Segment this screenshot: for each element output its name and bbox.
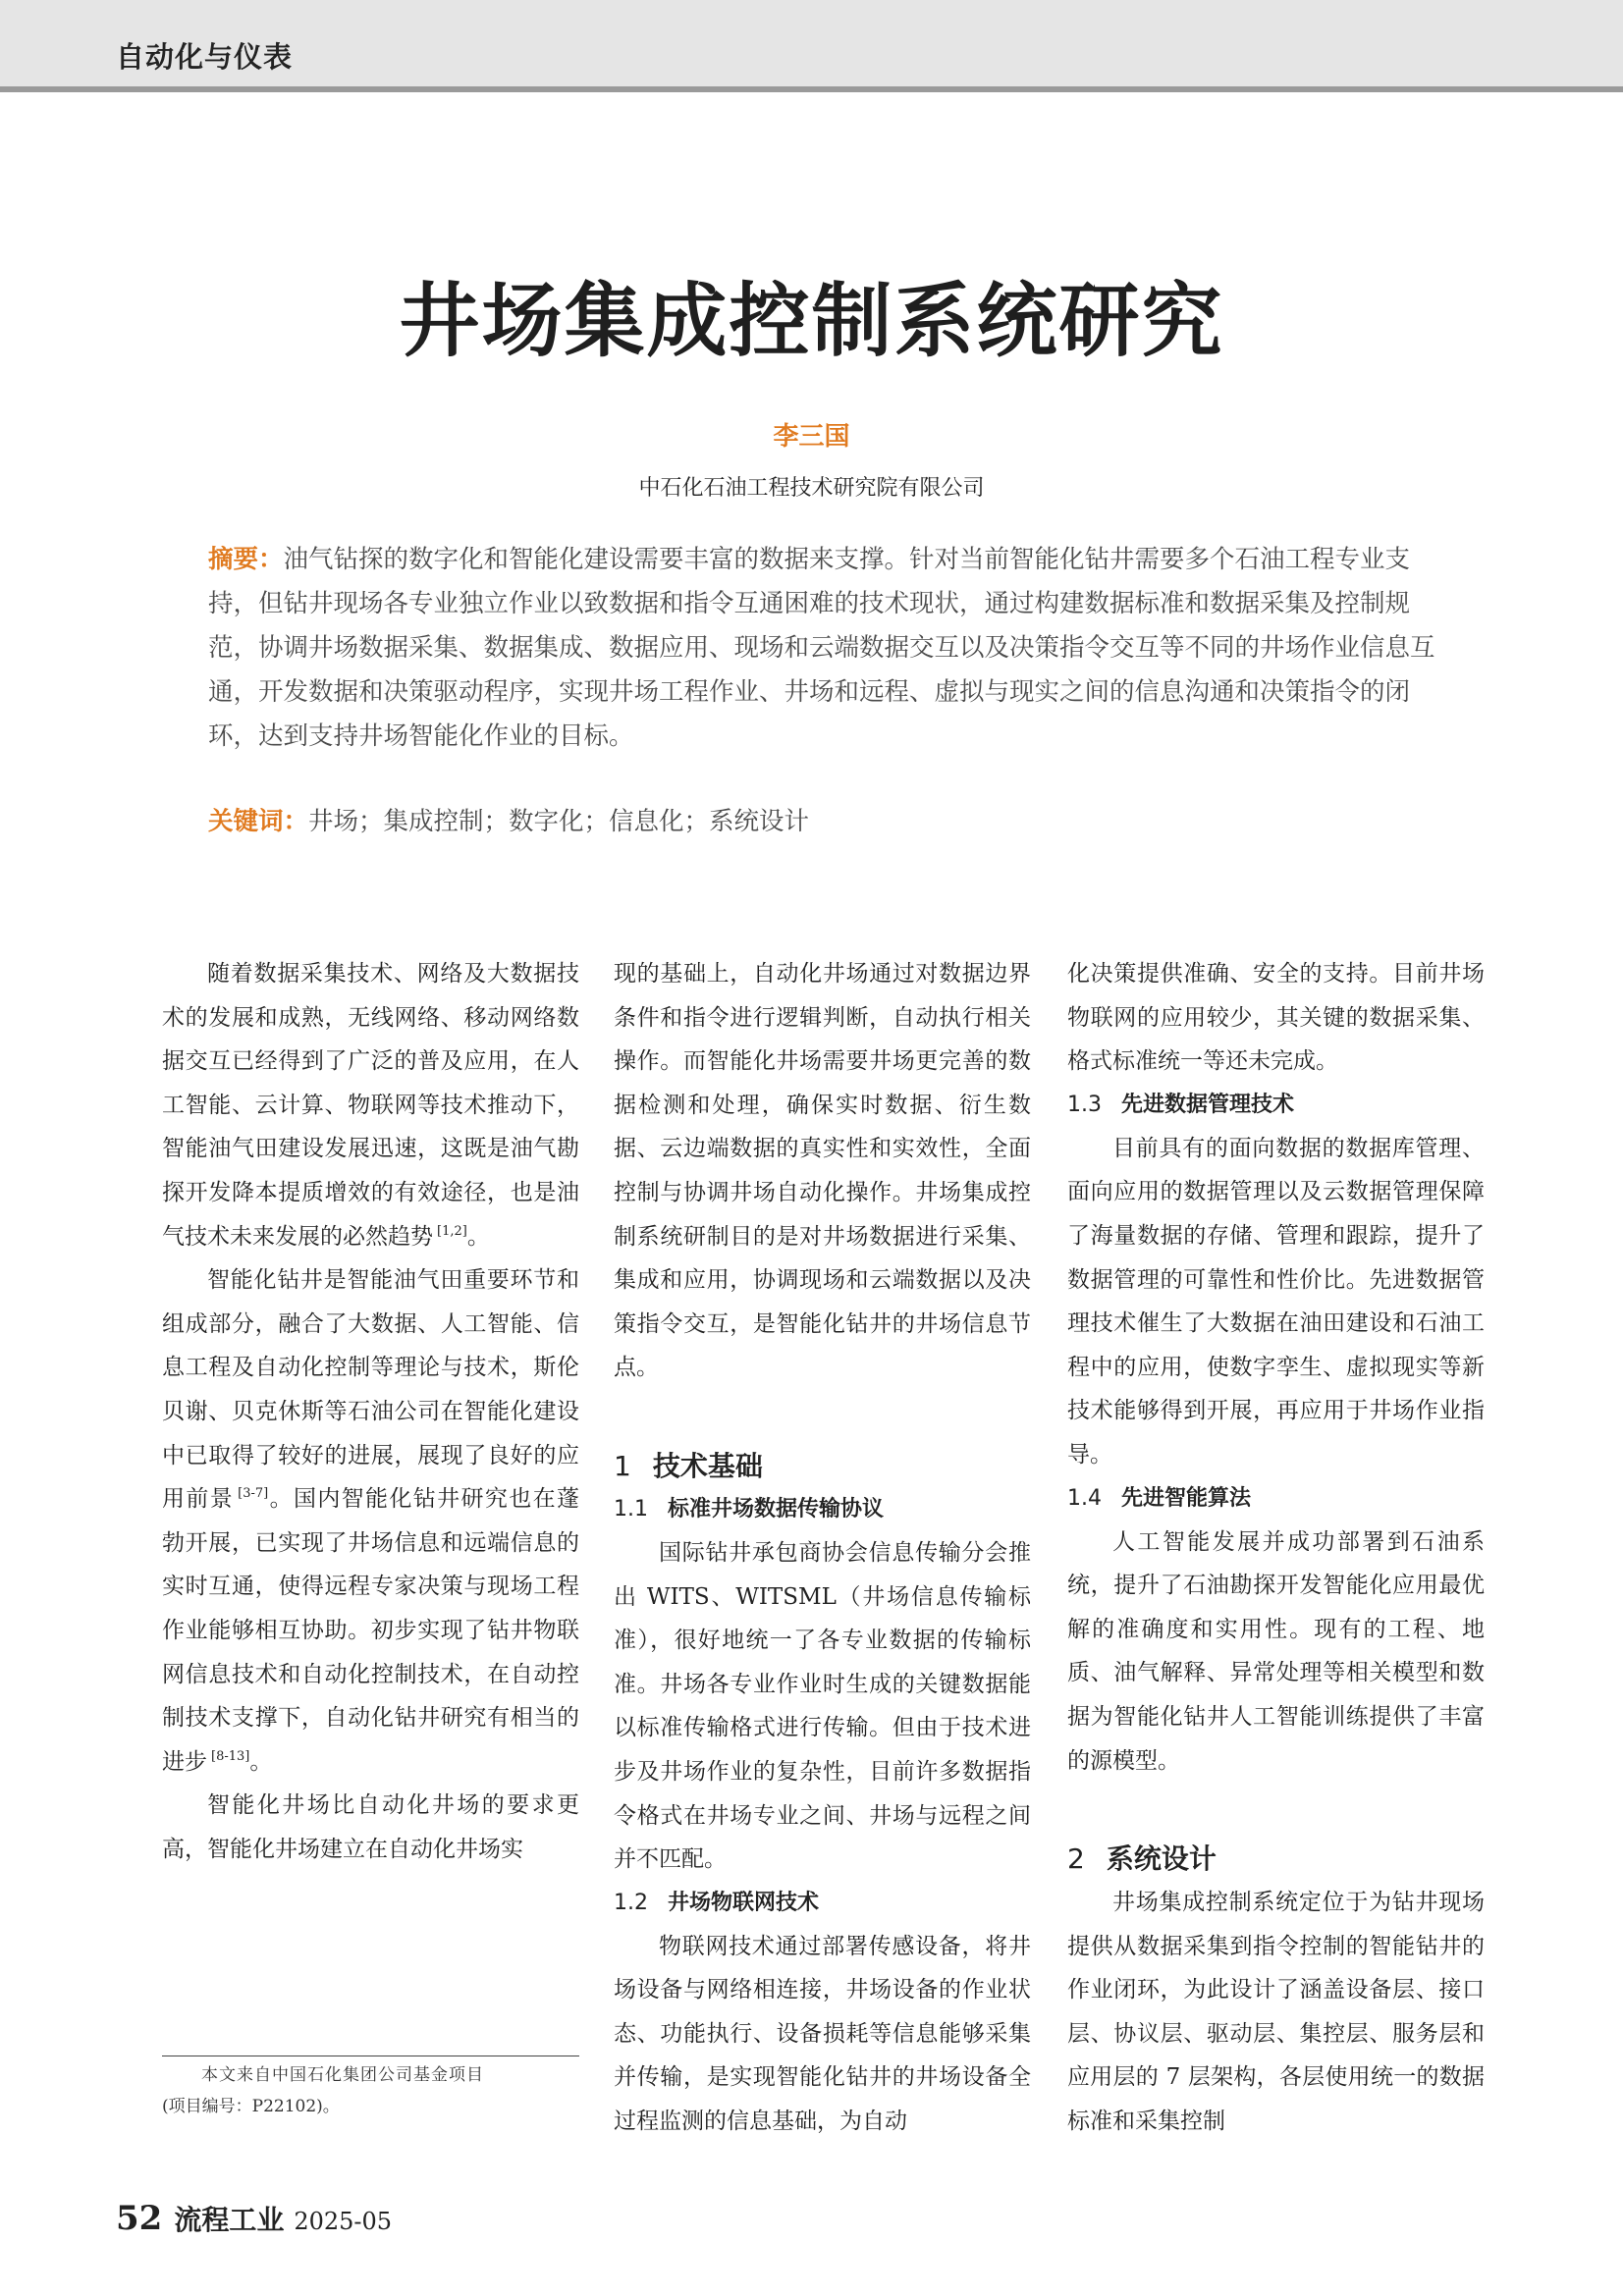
journal-section-title: 自动化与仪表 bbox=[116, 40, 294, 74]
page-number: 52 bbox=[116, 2199, 163, 2238]
journal-name: 流程工业 bbox=[174, 2204, 285, 2236]
footnote-line: (项目编号：P22102)。 bbox=[162, 2097, 340, 2116]
header-band bbox=[0, 0, 1623, 92]
paragraph-text: 。国内智能化钻井研究也在蓬勃开展，已实现了井场信息和远端信息的实时互通，使得远程专家决策与现场工程作业能够相互协助。初步实现了钻井物联网信息技术和自动化控制技术，在自动控制技术支撑下，自动化钻井研究有相当的进步 bbox=[162, 1486, 580, 1775]
paragraph: 物联网技术通过部署传感设备，将井场设备与网络相连接，井场设备的作业状态、功能执行、设备损耗等信息能够采集并传输，是实现智能化钻井的井场设备全过程监测的信息基础，为自动 bbox=[614, 1933, 1031, 2135]
keywords bbox=[208, 800, 1447, 844]
paragraph: 国际钻井承包商协会信息传输分会推出 WITS、WITSML（井场信息传输标准），很好地统一了各专业数据的传输标准。井场各专业作业时生成的关键数据能以标准传输格式进行传输。但由于技术进步及井场作业的复杂性，目前许多数据指令格式在井场专业之间、井场与远程之间并不匹配。 bbox=[614, 1539, 1031, 1873]
subsection-title: 井场物联网技术 bbox=[668, 1890, 820, 1915]
column-2 bbox=[614, 952, 1031, 2144]
paragraph-text: 智能化钻井是智能油气田重要环节和组成部分，融合了大数据、人工智能、信息工程及自动化控制等理论与技术，斯伦贝谢、贝克休斯等石油公司在智能化建设中已取得了较好的进展，展现了良好的应用前景 bbox=[162, 1267, 579, 1513]
paragraph-text: 。 bbox=[466, 1223, 490, 1250]
section-title: 技术基础 bbox=[652, 1449, 763, 1482]
abstract bbox=[208, 538, 1447, 759]
section-heading bbox=[1067, 1838, 1485, 1881]
paragraph: 人工智能发展并成功部署到石油系统，提升了石油勘探开发智能化应用最优解的准确度和实用性。现有的工程、地质、油气解释、异常处理等相关模型和数据为智能化钻井人工智能训练提供了丰富的源模型。 bbox=[1067, 1528, 1485, 1774]
abstract-text: 油气钻探的数字化和智能化建设需要丰富的数据来支撑。针对当前智能化钻井需要多个石油工程专业支持，但钻井现场各专业独立作业以致数据和指令互通困难的技术现状，通过构建数据标准和数据采集及控制规范，协调井场数据采集、数据集成、数据应用、现场和云端数据交互以及决策指令交互等不同的井场作业信息互通，开发数据和决策驱动程序，实现井场工程作业、井场和远程、虚拟与现实之间的信息沟通和决策指令的闭环，达到支持井场智能化作业的目标。 bbox=[208, 545, 1435, 751]
paragraph: 智能化井场比自动化井场的要求更高，智能化井场建立在自动化井场实 bbox=[162, 1792, 579, 1862]
abstract-label: 摘要： bbox=[208, 545, 284, 574]
keywords-label: 关键词： bbox=[208, 807, 309, 836]
subsection-heading bbox=[614, 1882, 1031, 1925]
page-footer bbox=[116, 2199, 392, 2238]
keywords-text: 井场；集成控制；数字化；信息化；系统设计 bbox=[308, 807, 810, 836]
paragraph: 井场集成控制系统定位于为钻井现场提供从数据采集到指令控制的智能钻井的作业闭环，为此设计了涵盖设备层、接口层、协议层、驱动层、集控层、服务层和应用层的 7 层架构，各层使用统一的数据标准和采集控制 bbox=[1067, 1890, 1485, 2135]
author: 李三国 bbox=[773, 422, 850, 452]
affiliation: 中石化石油工程技术研究院有限公司 bbox=[638, 476, 985, 501]
column-1 bbox=[162, 952, 579, 1871]
subsection-heading bbox=[1067, 1477, 1485, 1521]
paragraph: 目前具有的面向数据的数据库管理、面向应用的数据管理以及云数据管理保障了海量数据的存储、管理和跟踪，提升了数据管理的可靠性和性价比。先进数据管理技术催生了大数据在油田建设和石油工程中的应用，使数字孪生、虚拟现实等新技术能够得到开展，再应用于井场作业指导。 bbox=[1067, 1135, 1485, 1468]
citation: [8-13] bbox=[211, 1749, 250, 1765]
paragraph bbox=[162, 952, 579, 1258]
footnote bbox=[162, 2059, 579, 2122]
paragraph-text: 。 bbox=[249, 1748, 273, 1775]
subsection-title: 标准井场数据传输协议 bbox=[668, 1496, 885, 1522]
section-number: 2 bbox=[1067, 1842, 1085, 1876]
paragraph: 现的基础上，自动化井场通过对数据边界条件和指令进行逻辑判断，自动执行相关操作。而智能化井场需要井场更完善的数据检测和处理，确保实时数据、衍生数据、云边端数据的真实性和实效性，全面控制与协调井场自动化操作。井场集成控制系统研制目的是对井场数据进行采集、集成和应用，协调现场和云端数据以及决策指令交互，是智能化钻井的井场信息节点。 bbox=[614, 961, 1031, 1381]
article-title: 井场集成控制系统研究 bbox=[399, 275, 1224, 368]
subsection-number: 1.4 bbox=[1067, 1485, 1102, 1511]
footnote-line: 本文来自中国石化集团公司基金项目 bbox=[201, 2065, 484, 2085]
citation: [3-7] bbox=[238, 1486, 269, 1502]
section-title: 系统设计 bbox=[1106, 1842, 1217, 1876]
paragraph bbox=[162, 1258, 579, 1784]
column-3 bbox=[1067, 952, 1485, 2144]
subsection-heading bbox=[1067, 1084, 1485, 1127]
subsection-number: 1.2 bbox=[614, 1890, 648, 1915]
subsection-number: 1.3 bbox=[1067, 1092, 1102, 1117]
subsection-heading bbox=[614, 1488, 1031, 1531]
subsection-title: 先进智能算法 bbox=[1121, 1485, 1252, 1511]
paragraph: 化决策提供准确、安全的支持。目前井场物联网的应用较少，其关键的数据采集、格式标准统一等还未完成。 bbox=[1067, 961, 1485, 1075]
subsection-number: 1.1 bbox=[614, 1496, 648, 1522]
paragraph-text: 随着数据采集技术、网络及大数据技术的发展和成熟，无线网络、移动网络数据交互已经得到了广泛的普及应用，在人工智能、云计算、物联网等技术推动下，智能油气田建设发展迅速，这既是油气勘探开发降本提质增效的有效途径，也是油气技术未来发展的必然趋势 bbox=[162, 961, 579, 1250]
section-heading bbox=[614, 1445, 1031, 1488]
issue-date: 2025-05 bbox=[294, 2208, 393, 2235]
citation: [1,2] bbox=[437, 1223, 467, 1239]
section-number: 1 bbox=[614, 1449, 631, 1482]
subsection-title: 先进数据管理技术 bbox=[1121, 1092, 1295, 1117]
